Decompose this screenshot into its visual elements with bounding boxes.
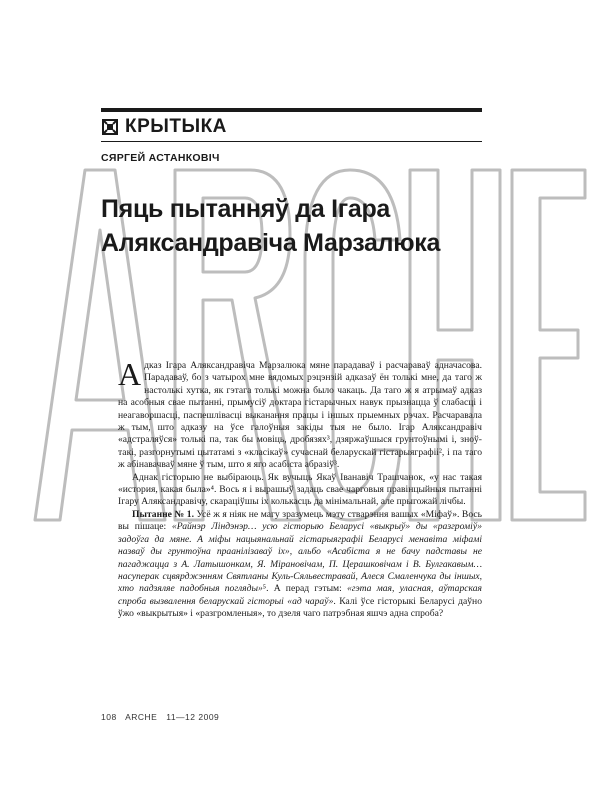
- paragraph-1: [118, 356, 482, 472]
- question-1-text-e: . Калі ўсе гісторыкі Беларусі даўно ўжо «выкрытыя» і «разгромленыя», то дзеля чаго патрэбная яшчэ адна спроба?: [118, 595, 482, 620]
- section-header: [101, 116, 227, 138]
- section-ornament-icon: [101, 118, 119, 136]
- paragraph-2: Аднак гісторыю не выбіраюць. Як вучыць Якаў Іванавіч Трашчанок, «у нас такая «история, какая была»⁴. Вось я і вырашыў задаць свае чарговыя правінцыйныя пытанні Ігару Аляксандравічу, скараціўшы іх колькасць да мінімальнай, але прыгожай лічбы.: [118, 471, 482, 508]
- title-line-2: Аляксандравіча Марзалюка: [101, 229, 441, 257]
- paragraph-question-1: [118, 509, 482, 621]
- header-rule: [101, 108, 482, 112]
- question-1-text-a: Усё ж я ніяк не магу зразумець мэту стварэння вашых «Міфаў». Вось вы пішаце:: [118, 508, 483, 533]
- author-name: СЯРГЕЙ АСТАНКОВІЧ: [101, 152, 220, 164]
- journal-issue: 11—12 2009: [166, 712, 220, 722]
- section-divider: [101, 141, 482, 142]
- page-footer: [101, 712, 225, 722]
- section-title: КРЫТЫКА: [125, 116, 227, 137]
- journal-name: ARCHE: [125, 712, 158, 722]
- question-1-text-c: ⁵. А перад гэтым:: [262, 583, 347, 595]
- watermark-letter-e: [512, 170, 585, 520]
- paragraph-1-text: дказ Ігара Аляксандравіча Марзалюка мяне парадаваў і расчараваў адначасова. Парадаваў, бо з чатырох мне вядомых рэцэнзій адказаў ён толькі мне, да таго ж настолькі хутка, як гэтага толькі можна было чакаць. Да таго ж я атрымаў адказ на асобныя свае пытанні, прымусіў доктара гістарычных навук прызнацца ў слабасці і неагаворшасці, паспешлівасці выканання працы і іншых прыемных рэчах. Расчаравала ж тым, што адказу на ўсе галоўныя закіды тыя не было. Ігар Аляксандравіч «адстраляўся» толькі па, так бы мовіць, дробязях³, дзяржаўшыся грунтоўнымі і, зноў-такі, разгорнутымі цытатамі з «класікаў» сучаснай беларускай гістарыяграфіі², і па таго ж абінавачваў мяне ў тым, што я яго асабіста абразіў³.: [118, 360, 482, 471]
- drop-cap: А: [118, 356, 142, 392]
- title-line-1: Пяць пытанняў да Ігара: [101, 195, 391, 223]
- question-1-quote-1: «Райнэр Ліндэнэр… усю гісторыю Беларусі «выкрыў» ды «разгроміў» задоўга да мяне. А міфы нацыянальнай гістарыяграфіі Беларусі менавіта міфамі назваў ды грунтоўна праанілізаваў іх», альбо «Асабіста я не бачу падставы не пагаджацца з А. Латышонкам, Я. Мірановічам, П. Церашковічам і В. Булгакавым… насуперак сцвярджэнням Святланы Куль-Сяльвестравай, Алеся Смаленчука ды іншых, хто падзяляе падобныя погляды»: [118, 521, 483, 595]
- article-body: [118, 356, 483, 621]
- question-1-label: Пытанне № 1.: [132, 508, 194, 520]
- article-title: [101, 192, 501, 260]
- page-number: 108: [101, 712, 117, 722]
- question-1-quote-2: «гэта мая, уласная, аўтарская спроба вызвалення беларускай гісторыі «ад чараў»: [118, 583, 483, 607]
